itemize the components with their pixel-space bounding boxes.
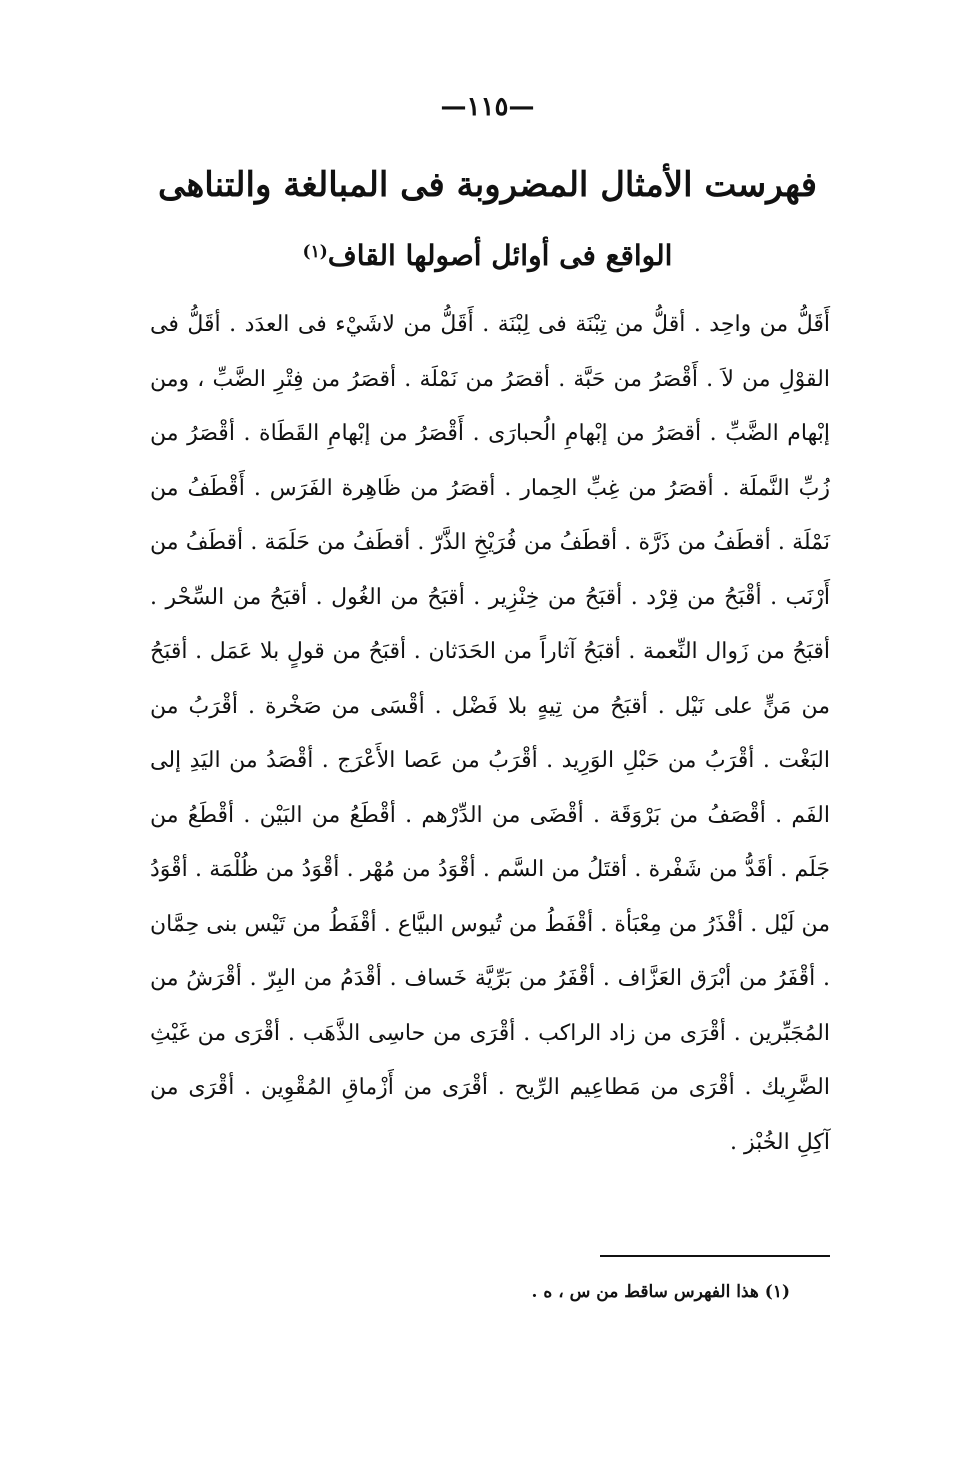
footnote-divider xyxy=(600,1255,830,1257)
proverbs-body xyxy=(150,298,830,1170)
subtitle-text: الواقع فى أوائل أصولها القاف xyxy=(327,239,673,272)
proverbs-paragraph: أَقَلُّ من واحِد . أقلُّ من تِبْنَة فى لِبْنَة . أَقَلُّ من لاشَيْء فى العدَد . أقَلُّ فى القوْلِ من لاَ . أَقْصَرُ من حَبَّة . أقصَرُ من نَمْلَة . أقصَرُ من فِتْرِ الضَّبِّ ، ومن إبْهام الضَّبِّ . أقصَرُ من إبْهامِ الُحبارَى . أَقْصَرُ من إبْهامِ القَطَاة . أقْصَرُ من زُبِّ النَّملَة . أقصَرُ من غِبِّ الحِمار . أقصَرُ من ظَاهِرة الفَرَس . أَقْطَفُ من نَمْلَة . أقطَفُ من ذَرَّة . أقطَفُ من فُرَيْخِ الذَّرّ . أقطَفُ من حَلَمَة . أقطَفُ من أَرْنَب . أقْبَحُ من قِرْد . أقبَحُ من خِنْزِير . أقبَحُ من الغُول . أقبَحُ من السِّحْر . أقبَحُ من زَوال النِّعمة . أقبَحُ آثاراً من الحَدَثان . أقبَحُ من قولٍ بلا عَمَل . أقبَحُ من مَنٍّ على نَيْل . أقبَحُ من تِيهٍ بلا فَضْل . أقْسَى من صَخْرة . أقْرَبُ من البَغْت . أقْرَبُ من حَبْلِ الوَرِيد . أقْرَبُ من عَصا الأَعْرَج . أقْصَدُ من اليَدِ إلى الفَم . أقْصَفُ من بَرْوَقَة . أقْضَى من الدِّرْهم . أقْطَعُ من البَيْن . أقْطَعُ من جَلَم . أقَدُّ من شَفْرة . أقتَلُ من السَّم . أقْوَدُ من مُهْر . أقْوَدُ من ظُلْمَة . أقْوَدُ من لَيْل . أقْذَرُ من مِعْبَأة . أقْفَطُ من تُيوس البيَّاع . أقْفَطُ من تَيْس بنى حِمَّان . أقْفَرُ من أبْرَق العَزَّاف . أقْفَرُ من بَرِّيَّة خَساف . أقْدَمُ من البِرّ . أقْرَشُ من المُجَبِّرين . أقْرَى من زاد الراكب . أقْرَى من حاسِى الذَّهَب . أقْرَى من غَيْثِ الضَّرِيك . أقْرَى من مَطاعِيم الرِّيح . أقْرَى من أَزْماقِ المُقْوِين . أقْرَى من آكِلِ الخُبْز . xyxy=(150,312,830,1155)
footnote: (١) هذا الفهرس ساقط من س ، ه . xyxy=(531,1282,790,1302)
page-number: —١١٥— xyxy=(440,92,535,122)
section-title: فهرست الأمثال المضروبة فى المبالغة والتناهى xyxy=(158,165,817,205)
section-subtitle xyxy=(140,234,835,278)
footnote-reference: (١) xyxy=(302,242,328,262)
